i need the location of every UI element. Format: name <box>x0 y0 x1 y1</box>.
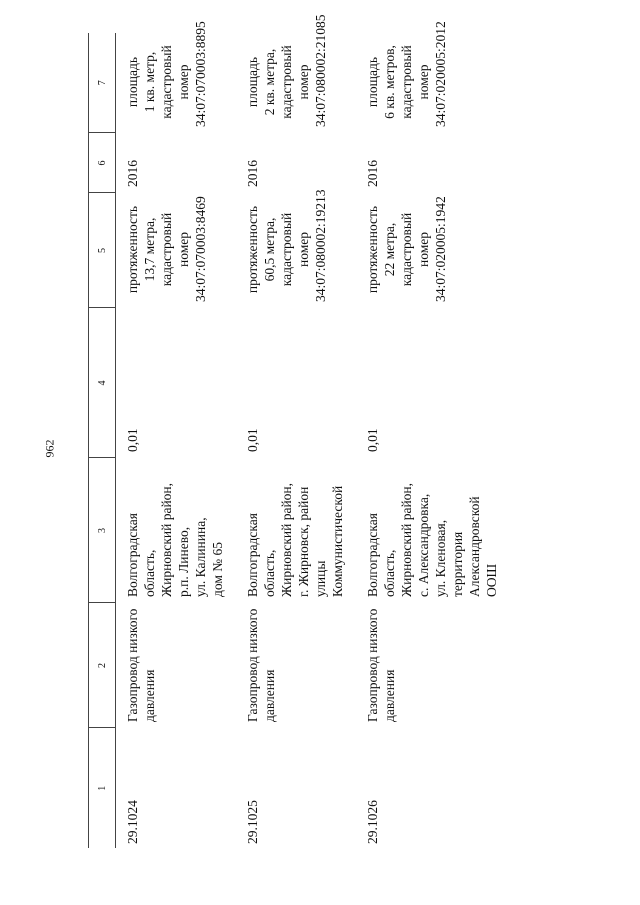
table-row <box>236 33 356 848</box>
cell-line: р.п. Линево, <box>176 526 191 597</box>
cell-line: Александровской <box>467 496 482 597</box>
column-number: 5 <box>89 193 116 308</box>
cell-line: кадастровый номер <box>399 212 431 287</box>
cell-land-area <box>356 21 500 133</box>
cell-line: ул. Калинина, <box>193 517 208 597</box>
column-number: 4 <box>89 308 116 458</box>
cell-line: 22 метра, <box>382 222 397 277</box>
table-row <box>356 33 500 848</box>
cell-line: кадастровый номер <box>159 212 191 287</box>
cell-line: территория <box>450 531 465 597</box>
cell-line: 6 кв. метров, <box>382 45 397 119</box>
cell-line: область, <box>142 549 157 597</box>
cell-line: г. Жирновск, район <box>296 486 311 597</box>
rotated-page-content <box>88 14 548 848</box>
cell-line: дом № 65 <box>210 541 225 597</box>
cell-line: Коммунистической <box>330 485 345 597</box>
cell-characteristics <box>116 193 237 308</box>
cell-value: 0,01 <box>365 428 380 452</box>
cell-line: 34:07:070003:8469 <box>193 196 208 302</box>
cell-line: Жирновский район, <box>279 482 294 597</box>
cell-line: кадастровый номер <box>279 45 311 119</box>
cell-line: Волгоградская <box>365 513 380 597</box>
cell-line: улицы <box>313 560 328 597</box>
cell-characteristics <box>236 189 356 308</box>
cell-line: протяженность <box>365 205 380 294</box>
cell-line: кадастровый номер <box>159 45 191 119</box>
cell-line: Волгоградская <box>125 513 140 597</box>
cell-line: давления <box>142 669 157 722</box>
cell-item-number: 29.1025 <box>245 800 260 844</box>
cell-year: 2016 <box>125 160 140 187</box>
cell-line: Газопровод низкого <box>125 608 140 722</box>
column-number: 7 <box>89 33 116 133</box>
cell-object-name <box>116 603 237 728</box>
cell-item-number: 29.1024 <box>125 800 140 844</box>
cell-land-area <box>236 14 356 133</box>
cell-line: кадастровый номер <box>279 212 311 287</box>
cell-line: с. Александровка, <box>416 493 431 597</box>
cell-address <box>116 458 237 603</box>
cell-line: Газопровод низкого <box>245 608 260 722</box>
cell-line: площадь <box>245 56 260 108</box>
cell-line: 34:07:020005:2012 <box>433 21 448 127</box>
cell-line: 13,7 метра, <box>142 217 157 282</box>
column-number: 1 <box>89 728 116 848</box>
cell-line: 34:07:080002:21085 <box>313 14 328 127</box>
table-body <box>116 14 501 848</box>
cell-line: 1 кв. метр, <box>142 51 157 113</box>
cell-line: область, <box>382 549 397 597</box>
cell-address <box>356 458 500 603</box>
cell-line: давления <box>262 669 277 722</box>
cell-line: Жирновский район, <box>159 482 174 597</box>
column-number: 3 <box>89 458 116 603</box>
cell-address <box>236 458 356 603</box>
column-number-row <box>89 33 116 848</box>
cell-line: давления <box>382 669 397 722</box>
column-number: 6 <box>89 133 116 193</box>
cell-characteristics <box>356 193 500 308</box>
table-row <box>116 33 237 848</box>
cell-line: Газопровод низкого <box>365 608 380 722</box>
cell-year: 2016 <box>365 160 380 187</box>
cell-line: 2 кв. метра, <box>262 48 277 116</box>
cell-line: Волгоградская <box>245 513 260 597</box>
cell-object-name <box>236 603 356 728</box>
cell-line: 34:07:020005:1942 <box>433 196 448 302</box>
cell-line: ООШ <box>484 563 499 597</box>
cell-item-number: 29.1026 <box>365 800 380 844</box>
property-registry-table <box>88 14 500 848</box>
cell-line: 34:07:070003:8895 <box>193 21 208 127</box>
cell-value: 0,01 <box>125 428 140 452</box>
cell-object-name <box>356 603 500 728</box>
cell-line: область, <box>262 549 277 597</box>
cell-line: площадь <box>365 56 380 108</box>
cell-line: протяженность <box>245 205 260 294</box>
page-number: 962 <box>42 439 57 458</box>
cell-line: Жирновский район, <box>399 482 414 597</box>
cell-line: 60,5 метра, <box>262 217 277 282</box>
cell-line: ул. Кленовая, <box>433 519 448 597</box>
column-number: 2 <box>89 603 116 728</box>
cell-line: площадь <box>125 56 140 108</box>
cell-line: 34:07:080002:19213 <box>313 189 328 302</box>
cell-land-area <box>116 21 237 133</box>
cell-line: протяженность <box>125 205 140 294</box>
cell-line: кадастровый номер <box>399 45 431 119</box>
cell-year: 2016 <box>245 160 260 187</box>
cell-value: 0,01 <box>245 428 260 452</box>
